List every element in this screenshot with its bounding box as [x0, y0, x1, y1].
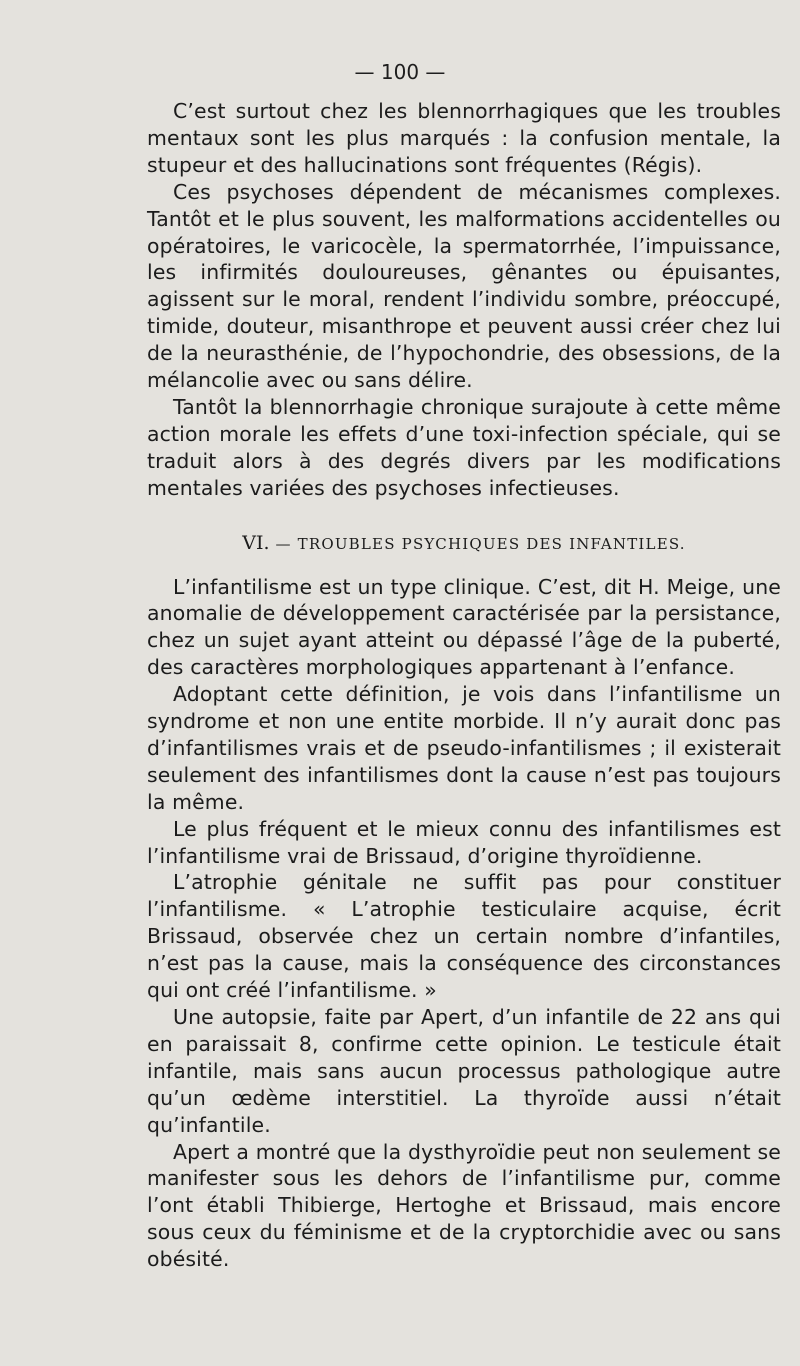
section-number: VI.	[242, 531, 270, 554]
paragraph: L’atrophie génitale ne suffit pas pour constituer l’infantilisme. « L’atrophie testiculaire acquise, écrit Brissaud, observée chez un certain nombre d’infantiles, n’est pas la cause, mais la conséquence des circonstances qui ont créé l’infantilisme. »	[147, 870, 781, 1003]
paragraph: Une autopsie, faite par Apert, d’un infantile de 22 ans qui en paraissait 8, confirme cette opinion. Le testicule était infantile, mais sans aucun processus pathologique autre qu’un œdème interstitiel. La thyroïde aussi n’était qu’infantile.	[147, 1005, 781, 1137]
paragraph: C’est surtout chez les blennorrhagiques que les troubles mentaux sont les plus marqués : la confusion mentale, la stupeur et des hallucinations sont fréquentes (Régis).	[147, 99, 781, 177]
page-number: — 100 —	[354, 60, 446, 84]
paragraph: L’infantilisme est un type clinique. C’est, dit H. Meige, une anomalie de développement caractérisée par la persistance, chez un sujet ayant atteint ou dépassé l’âge de la puberté, des caractères morphologiques appartenant à l’enfance.	[147, 574, 781, 680]
body-text	[147, 98, 781, 1273]
paragraph: Adoptant cette définition, je vois dans l’infantilisme un syndrome et non une entite morbide. Il n’y aurait donc pas d’infantilismes vrais et de pseudo-infantilismes ; il existerait seulement des infantilismes dont la cause n’est pas toujours la même.	[147, 682, 781, 814]
section-title: TROUBLES PSYCHIQUES DES INFANTILES.	[297, 534, 686, 553]
section-heading	[147, 530, 781, 558]
paragraph: Le plus fréquent et le mieux connu des infantilismes est l’infantilisme vrai de Brissaud, d’origine thyroïdienne.	[147, 816, 781, 868]
section-dash: —	[275, 534, 292, 553]
paragraph: Ces psychoses dépendent de mécanismes complexes. Tantôt et le plus souvent, les malformations accidentelles ou opératoires, le varicocèle, la spermatorrhée, l’impuissance, les infirmités douloureuses, gênantes ou épuisantes, agissent sur le moral, rendent l’individu sombre, préoccupé, timide, douteur, misanthrope et peuvent aussi créer chez lui de la neurasthénie, de l’hypochondrie, des obsessions, de la mélancolie avec ou sans délire.	[147, 179, 781, 393]
paragraph: Tantôt la blennorrhagie chronique surajoute à cette même action morale les effets d’une toxi-infection spéciale, qui se traduit alors à des degrés divers par les modifications mentales variées des psychoses infectieuses.	[147, 394, 781, 500]
paragraph: Apert a montré que la dysthyroïdie peut non seulement se manifester sous les dehors de l’infantilisme pur, comme l’ont établi Thibierge, Hertoghe et Brissaud, mais encore sous ceux du féminisme et de la cryptorchidie avec ou sans obésité.	[147, 1139, 781, 1272]
